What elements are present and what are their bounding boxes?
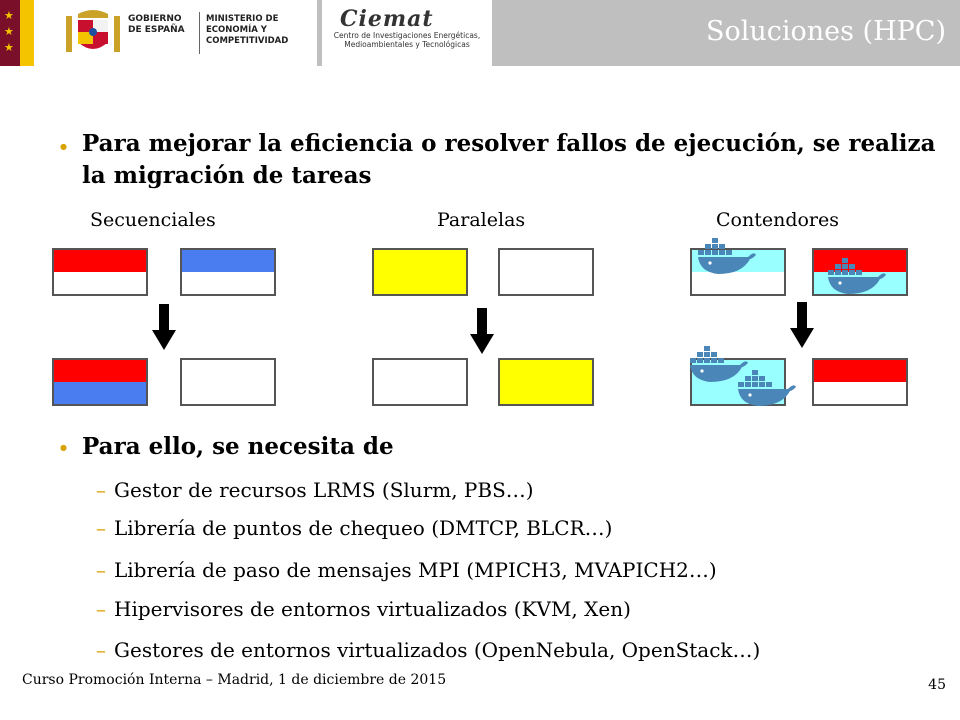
sub-item-text: Gestor de recursos LRMS (Slurm, PBS…) — [114, 478, 534, 502]
label-sequential: Secuenciales — [90, 209, 216, 231]
bullet-icon: ● — [60, 443, 67, 452]
sub-item-text: Gestores de entornos virtualizados (OpenNebula, OpenStack…) — [114, 638, 761, 662]
node-box-yellow — [372, 248, 468, 296]
dash-icon: – — [96, 478, 106, 502]
sub-item — [96, 516, 612, 540]
node-box — [180, 358, 276, 406]
dash-icon: – — [96, 516, 106, 540]
node-box-yellow — [498, 358, 594, 406]
star-icon: ★ — [4, 25, 14, 38]
label-containers: Contendores — [716, 209, 840, 231]
star-icon: ★ — [4, 41, 14, 54]
docker-whale-icon — [738, 366, 796, 408]
task-red — [54, 360, 146, 382]
node-box — [812, 358, 908, 406]
bullet-icon: ● — [60, 142, 67, 151]
task-red — [814, 360, 906, 382]
node-box — [52, 248, 148, 296]
node-box — [52, 358, 148, 406]
sub-item — [96, 558, 717, 582]
page-number: 45 — [928, 677, 946, 693]
bullet-text-2: Para ello, se necesita de — [82, 433, 394, 460]
ciemat-logo — [322, 0, 492, 66]
dash-icon: – — [96, 597, 106, 621]
government-logo — [34, 0, 317, 66]
task-blue — [54, 382, 146, 404]
label-parallel: Paralelas — [437, 209, 526, 231]
node-box — [498, 248, 594, 296]
node-box — [372, 358, 468, 406]
divider — [199, 12, 200, 54]
ciemat-wordmark: Ciemat — [340, 6, 434, 32]
down-arrow-icon — [152, 304, 176, 350]
task-red — [54, 250, 146, 272]
sub-item-text: Librería de puntos de chequeo (DMTCP, BLCR…) — [114, 516, 613, 540]
sub-item — [96, 597, 631, 621]
sub-item — [96, 478, 534, 502]
down-arrow-icon — [790, 302, 814, 348]
sub-item-text: Hipervisores de entornos virtualizados (KVM, Xen) — [114, 597, 631, 621]
government-text: GOBIERNO DE ESPAÑA — [128, 14, 185, 35]
bullet-text-1: Para mejorar la eficiencia o resolver fallos de ejecución, se realiza la migración de tareas — [82, 130, 936, 189]
ministry-text: MINISTERIO DE ECONOMÍA Y COMPETITIVIDAD — [206, 14, 289, 46]
flag-stripe — [20, 0, 34, 66]
eu-flag-strip — [0, 0, 20, 66]
down-arrow-icon — [470, 308, 494, 354]
node-box — [180, 248, 276, 296]
sub-item-text: Librería de paso de mensajes MPI (MPICH3, MVAPICH2…) — [114, 558, 717, 582]
coat-of-arms-icon — [64, 6, 122, 60]
sub-item — [96, 638, 760, 662]
ciemat-description: Centro de Investigaciones Energéticas, Medioambientales y Tecnológicas — [333, 31, 481, 49]
dash-icon: – — [96, 558, 106, 582]
task-blue — [182, 250, 274, 272]
footer-text: Curso Promoción Interna – Madrid, 1 de diciembre de 2015 — [22, 672, 447, 688]
docker-whale-icon — [698, 234, 756, 276]
dash-icon: – — [96, 638, 106, 662]
star-icon: ★ — [4, 9, 14, 22]
docker-whale-icon — [828, 254, 886, 296]
slide-title: Soluciones (HPC) — [705, 16, 946, 47]
